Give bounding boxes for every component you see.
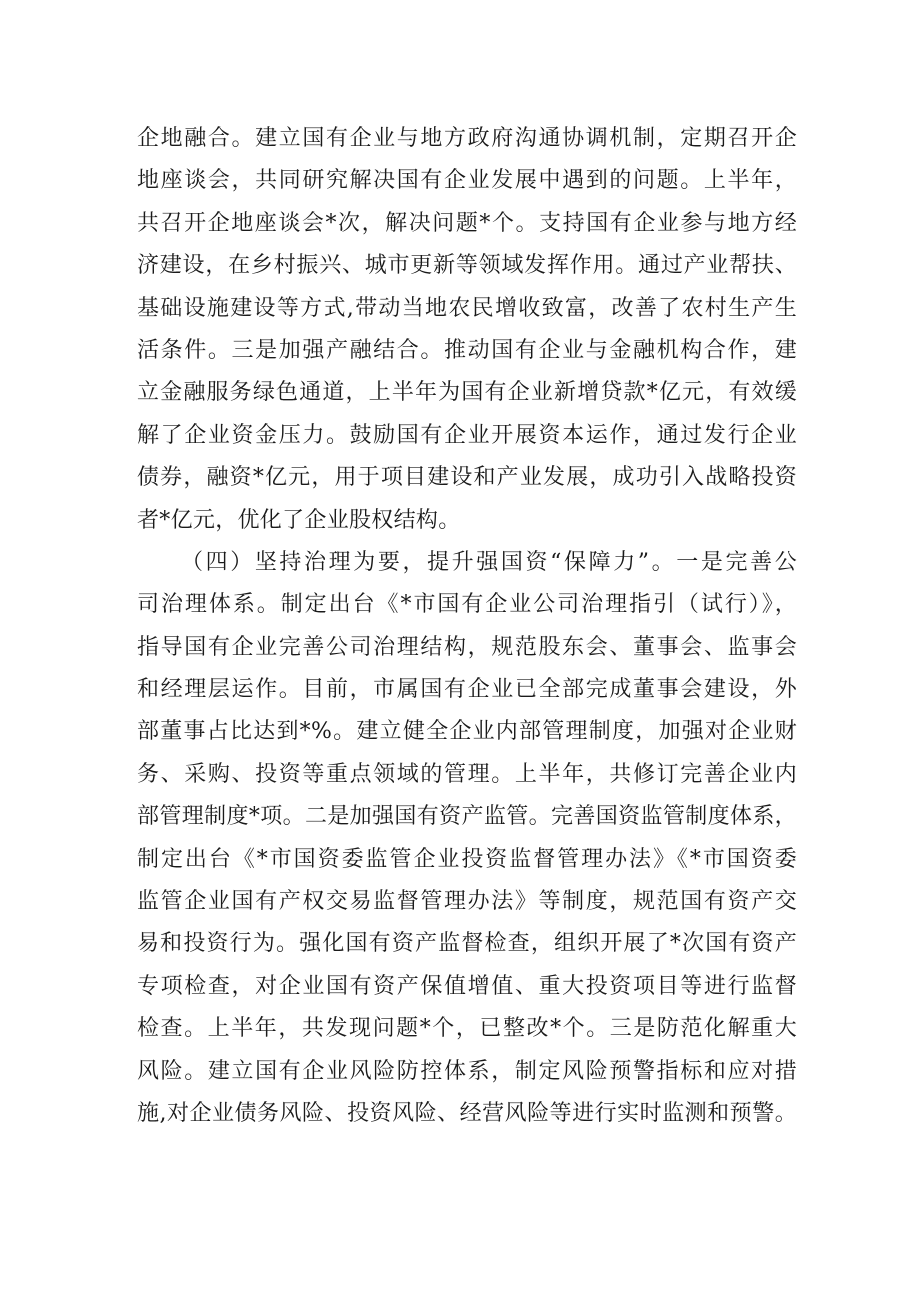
text-line: 者*亿元，优化了企业股权结构。 <box>137 507 461 533</box>
text-line: 立金融服务绿色通道，上半年为国有企业新增贷款*亿元，有效缓 <box>137 380 797 406</box>
text-line: 施,对企业债务风险、投资风险、经营风险等进行实时监测和预警。 <box>137 1100 797 1126</box>
text-line: 指导国有企业完善公司治理结构，规范股东会、董事会、监事会 <box>137 634 797 660</box>
text-line: 检查。上半年，共发现问题*个，已整改*个。三是防范化解重大 <box>137 1016 797 1042</box>
text-line: 债券，融资*亿元，用于项目建设和产业发展，成功引入战略投资 <box>137 465 797 491</box>
text-line: 务、采购、投资等重点领域的管理。上半年，共修订完善企业内 <box>137 761 797 787</box>
paragraph-first-line: （四）坚持治理为要，提升强国资“保障力”。一是完善公 <box>181 549 797 575</box>
text-line: 地座谈会，共同研究解决国有企业发展中遇到的问题。上半年， <box>137 168 797 194</box>
text-line: 部董事占比达到*%。建立健全企业内部管理制度，加强对企业财 <box>137 719 797 745</box>
text-line: 共召开企地座谈会*次，解决问题*个。支持国有企业参与地方经 <box>137 210 797 236</box>
text-line: 易和投资行为。强化国有资产监督检查，组织开展了*次国有资产 <box>137 931 797 957</box>
text-line: 活条件。三是加强产融结合。推动国有企业与金融机构合作，建 <box>137 337 797 363</box>
text-line: 部管理制度*项。二是加强国有资产监管。完善国资监管制度体系， <box>137 804 797 830</box>
text-line: 解了企业资金压力。鼓励国有企业开展资本运作，通过发行企业 <box>137 422 797 448</box>
text-line: 基础设施建设等方式,带动当地农民增收致富，改善了农村生产生 <box>137 295 797 321</box>
text-line: 和经理层运作。目前，市属国有企业已全部完成董事会建设，外 <box>137 677 797 703</box>
text-line: 企地融合。建立国有企业与地方政府沟通协调机制，定期召开企 <box>137 126 797 151</box>
text-line: 风险。建立国有企业风险防控体系，制定风险预警指标和应对措 <box>137 1058 797 1084</box>
document-body <box>137 118 797 1135</box>
text-line: 专项检查，对企业国有资产保值增值、重大投资项目等进行监督 <box>137 973 797 999</box>
text-line: 济建设，在乡村振兴、城市更新等领域发挥作用。通过产业帮扶、 <box>137 253 797 279</box>
text-line: 监管企业国有产权交易监督管理办法》等制度，规范国有资产交 <box>137 889 797 915</box>
text-line: 制定出台《*市国资委监管企业投资监督管理办法》《*市国资委 <box>137 846 797 872</box>
text-line: 司治理体系。制定出台《*市国有企业公司治理指引（试行）》， <box>137 592 797 618</box>
